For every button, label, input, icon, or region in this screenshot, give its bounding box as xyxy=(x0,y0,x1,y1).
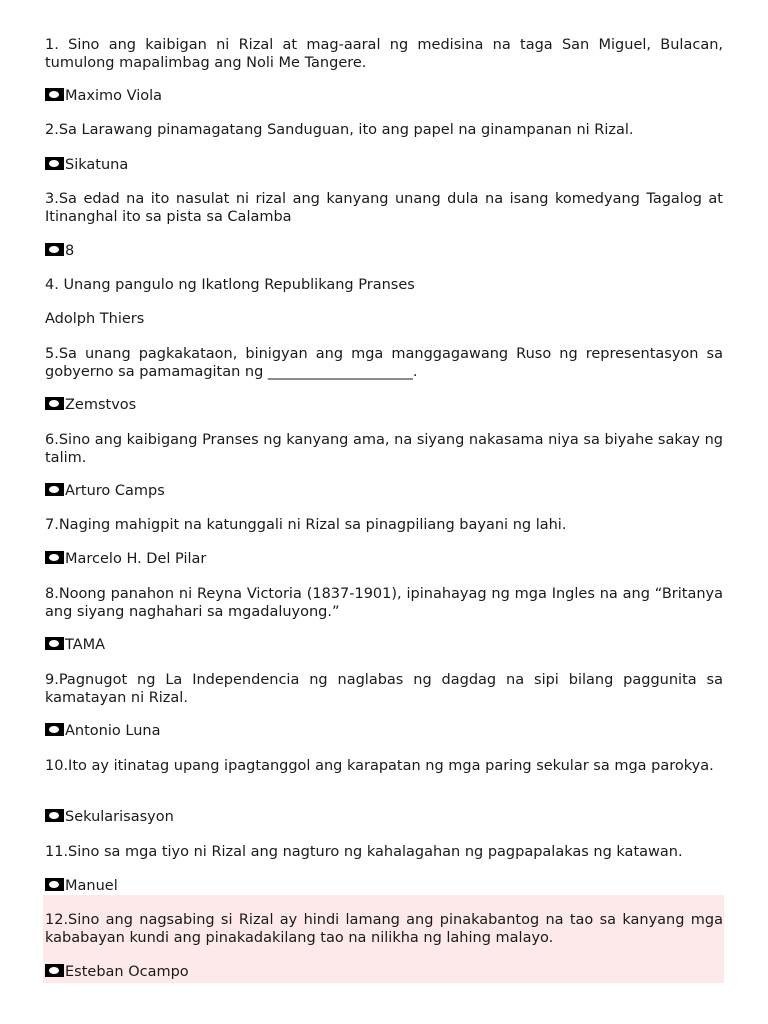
radio-selected-icon xyxy=(45,809,64,822)
question-8: 8.Noong panahon ni Reyna Victoria (1837-1901), ipinahayag ng mga Ingles na ang “Britanya ang siyang naghahari sa mgadaluyong.” xyxy=(45,586,723,620)
answer-text: Marcelo H. Del Pilar xyxy=(65,551,207,567)
radio-selected-icon xyxy=(45,964,64,977)
question-1: 1. Sino ang kaibigan ni Rizal at mag-aaral ng medisina na taga San Miguel, Bulacan, tumulong mapalimbag ang Noli Me Tangere. xyxy=(45,37,723,71)
question-7: 7.Naging mahigpit na katunggali ni Rizal sa pinagpiliang bayani ng lahi. xyxy=(45,517,567,533)
answer-6 xyxy=(45,483,165,501)
radio-selected-icon xyxy=(45,88,64,101)
answer-3 xyxy=(45,243,74,261)
radio-selected-icon xyxy=(45,723,64,736)
radio-selected-icon xyxy=(45,397,64,410)
radio-selected-icon xyxy=(45,157,64,170)
question-9: 9.Pagnugot ng La Independencia ng naglabas ng dagdag na sipi bilang paggunita sa kamatayan ni Rizal. xyxy=(45,672,723,706)
answer-text: Esteban Ocampo xyxy=(65,964,189,980)
answer-1 xyxy=(45,88,162,106)
answer-text: Adolph Thiers xyxy=(45,311,145,327)
question-3: 3.Sa edad na ito nasulat ni rizal ang kanyang unang dula na isang komedyang Tagalog at Itinanghal ito sa pista sa Calamba xyxy=(45,191,723,225)
answer-text: TAMA xyxy=(65,637,106,653)
answer-text: Arturo Camps xyxy=(65,483,165,499)
answer-8 xyxy=(45,637,105,655)
answer-10 xyxy=(45,809,174,827)
radio-selected-icon xyxy=(45,637,64,650)
question-4: 4. Unang pangulo ng Ikatlong Republikang Pranses xyxy=(45,277,415,293)
radio-selected-icon xyxy=(45,551,64,564)
answer-text: Sikatuna xyxy=(65,157,129,173)
question-2: 2.Sa Larawang pinamagatang Sanduguan, ito ang papel na ginampanan ni Rizal. xyxy=(45,122,634,138)
question-10: 10.Ito ay itinatag upang ipagtanggol ang karapatan ng mga paring sekular sa mga parokya. xyxy=(45,758,714,774)
radio-selected-icon xyxy=(45,243,64,256)
answer-12 xyxy=(45,964,189,982)
answer-9 xyxy=(45,723,160,741)
answer-2 xyxy=(45,157,128,175)
question-12: 12.Sino ang nagsabing si Rizal ay hindi lamang ang pinakabantog na tao sa kanyang mga kababayan kundi ang pinakadakilang tao na nilikha ng lahing malayo. xyxy=(45,912,723,946)
answer-text: Maximo Viola xyxy=(65,88,163,104)
answer-5 xyxy=(45,397,136,415)
question-6: 6.Sino ang kaibigang Pranses ng kanyang ama, na siyang nakasama niya sa biyahe sakay ng talim. xyxy=(45,432,723,466)
answer-text: Antonio Luna xyxy=(65,723,161,739)
radio-selected-icon xyxy=(45,878,64,891)
answer-text: Sekularisasyon xyxy=(65,809,174,825)
answer-11 xyxy=(45,878,118,896)
question-11: 11.Sino sa mga tiyo ni Rizal ang nagturo ng kahalagahan ng pagpapalakas ng katawan. xyxy=(45,844,683,860)
answer-7 xyxy=(45,551,206,569)
radio-selected-icon xyxy=(45,483,64,496)
answer-4 xyxy=(45,311,144,329)
answer-text: Manuel xyxy=(65,878,118,894)
question-5: 5.Sa unang pagkakataon, binigyan ang mga manggagawang Ruso ng representasyon sa gobyerno sa pamamagitan ng ____________________. xyxy=(45,346,723,380)
answer-text: Zemstvos xyxy=(65,397,137,413)
answer-text: 8 xyxy=(65,243,75,259)
